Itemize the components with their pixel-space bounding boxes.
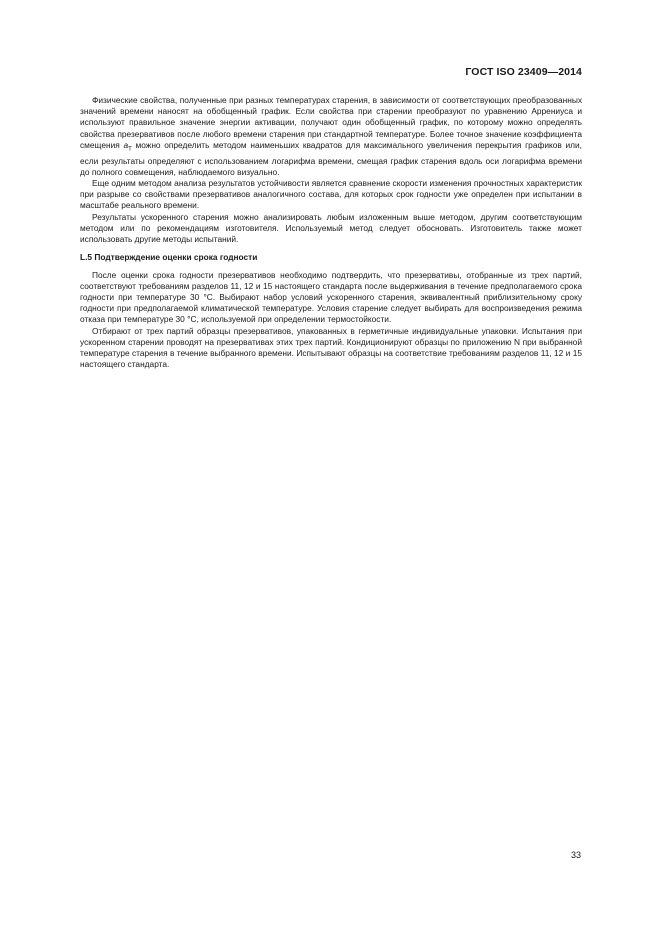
section-heading: L.5 Подтверждение оценки срока годности <box>80 252 258 263</box>
shift-factor-subscript: T <box>128 146 132 153</box>
paragraph-strength-comparison: Еще одним методом анализа результатов устойчивости является сравнение скорости изменения прочностных характеристик при разрыве со свойствами презервативов аналогичного состава, для которых срок годности уже определен при испытании в масштабе реального времени. <box>80 178 582 211</box>
paragraph-text: Физические свойства, полученные при разных температурах старения, в зависимости от соответствующих преобразованных значений времени наносят на обобщенный график. Если свойства при старении преобразуют по уравнению Аррениуса и используют правильное значение энергии активации, получают один обобщенный график, по которому можно определять свойства презервативов после любого времени старения при стандартной температуре. Более точное значение коэффициента смещения <box>80 95 582 150</box>
paragraph-confirmation: После оценки срока годности презервативов необходимо подтвердить, что презервативы, отобранные из трех партий, соответствуют требованиям разделов 11, 12 и 15 настоящего стандарта после выдерживания в течение предполагаемого срока годности при температуре 30 °C. Выбирают набор условий ускоренного старения, эквивалентный приблизительному сроку годности при предполагаемой климатической температуре. Условия старение следует выбирать для воспроизведения режима отказа при температуре 30 °C, используемой при определении термостойкости. <box>80 269 582 325</box>
paragraph-accelerated-aging: Результаты ускоренного старения можно анализировать любым изложенным выше методом, другим соответствующим методом или по рекомендациям изготовителя. Используемый метод следует обосновать. Изготовитель также может использовать другие методы испытаний. <box>80 211 582 245</box>
paragraph-physical-properties <box>80 95 582 178</box>
paragraph-sampling: Отбирают от трех партий образцы презервативов, упакованных в герметичные индивидуальные упаковки. Испытания при ускоренном старении проводят на презервативах этих трех партий. Кондиционируют образцы по приложению N при выбранной температуре старения в течение выбранного времени. Испытывают образцы на соответствие требованиям разделов 11, 12 и 15 настоящего стандарта. <box>80 325 582 370</box>
page-number: 33 <box>570 850 581 860</box>
document-body <box>80 95 582 370</box>
shift-factor-symbol: a <box>123 139 129 150</box>
paragraph-text: можно определить методом наименьших квадратов для максимального увеличения перекрытия графиков или, если результаты определяют с использованием логарифма времени, смещая график старения вдоль оси логарифма времени до полного совмещения, наблюдаемого визуально. <box>80 139 582 177</box>
document-header: ГОСТ ISO 23409—2014 <box>465 66 582 78</box>
